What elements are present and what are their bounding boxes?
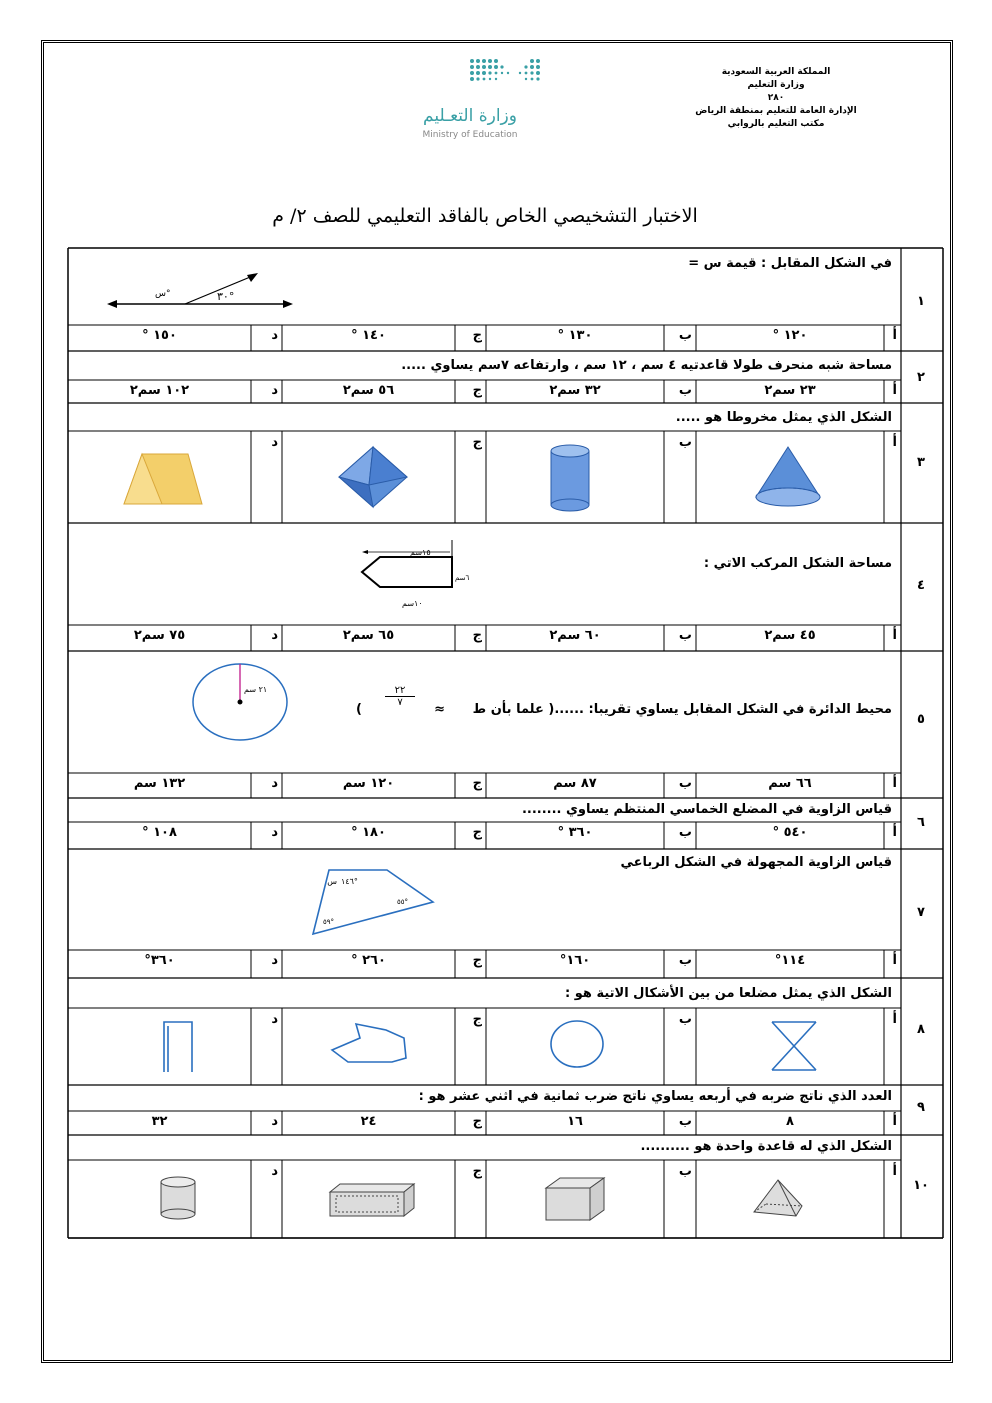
q1-option-4[interactable]: ١٥٠ °	[142, 328, 177, 343]
option-letter-1: أ	[892, 1164, 897, 1179]
q5-option-3[interactable]: ١٢٠ سم	[342, 776, 395, 791]
q1-option-3[interactable]: ١٤٠ °	[351, 328, 386, 343]
question-2-number: ٢	[917, 370, 925, 385]
cylinder-option[interactable]	[545, 443, 595, 513]
q2-option-2[interactable]: ٣٢ سم٢	[549, 383, 601, 398]
q5-option-4[interactable]: ١٣٢ سم	[133, 776, 186, 791]
option-letter-4: د	[271, 1012, 278, 1027]
question-9-number: ٩	[917, 1100, 925, 1115]
question-4-text: مساحة الشكل المركب الاتي :	[703, 556, 892, 571]
question-3-number: ٣	[917, 455, 925, 470]
option-letter-4: د	[271, 383, 278, 398]
option-letter-2: ب	[678, 825, 692, 840]
angle-59: ٥٩°	[323, 918, 335, 926]
question-10-number: ١٠	[913, 1178, 929, 1193]
option-letter-2: ب	[678, 1164, 692, 1179]
option-letter-2: ب	[678, 383, 692, 398]
option-letter-2: ب	[678, 435, 692, 450]
circle-option[interactable]	[548, 1018, 606, 1070]
q4-option-3[interactable]: ٦٥ سم٢	[342, 628, 395, 643]
option-letter-4: د	[271, 328, 278, 343]
option-letter-1: أ	[892, 1114, 897, 1129]
angle-x: س	[327, 877, 337, 886]
option-letter-4: د	[271, 435, 278, 450]
option-letter-1: أ	[892, 953, 897, 968]
option-letter-3: ج	[472, 776, 482, 791]
question-3-text: الشكل الذي يمثل مخروطا هو .....	[675, 410, 892, 425]
angle-55: ٥٥°	[397, 898, 409, 906]
q7-option-1[interactable]: ١١٤°	[774, 953, 806, 968]
option-letter-4: د	[271, 628, 278, 643]
question-7-text: قياس الزاوية المجهولة في الشكل الرباعي	[620, 855, 892, 870]
question-1-text: في الشكل المقابل : قيمة س =	[688, 256, 892, 271]
option-letter-1: أ	[892, 1012, 897, 1027]
option-letter-2: ب	[678, 1012, 692, 1027]
q2-option-4[interactable]: ١٠٢ سم٢	[129, 383, 190, 398]
header-line: ٢٨٠	[767, 93, 785, 103]
q5-option-1[interactable]: ٦٦ سم	[768, 776, 812, 791]
question-2-text: مساحة شبه منحرف طولا قاعدتيه ٤ سم ، ١٢ سم ، وارتفاعه ٧سم يساوي .....	[401, 358, 892, 373]
option-letter-4: د	[271, 953, 278, 968]
option-letter-4: د	[271, 1164, 278, 1179]
option-letter-3: ج	[472, 1114, 482, 1129]
approx-symbol: ≈	[434, 702, 445, 717]
q7-option-4[interactable]: ٣٦٠°	[144, 953, 175, 968]
circle-figure	[190, 660, 292, 744]
radius-label: ٢١ سم	[244, 685, 268, 694]
q6-option-2[interactable]: ٣٦٠ °	[557, 825, 593, 840]
header-line: وزارة التعليم	[747, 80, 805, 90]
fraction-numerator: ٢٢	[385, 685, 415, 697]
q6-option-3[interactable]: ١٨٠ °	[351, 825, 386, 840]
q9-option-2[interactable]: ١٦	[567, 1114, 583, 1129]
option-letter-1: أ	[892, 328, 897, 343]
option-letter-4: د	[271, 1114, 278, 1129]
pi-fraction	[385, 685, 415, 708]
option-letter-3: ج	[472, 953, 482, 968]
angle-label-x: س°	[155, 289, 171, 299]
q9-option-1[interactable]: ٨	[786, 1114, 794, 1129]
option-letter-3: ج	[472, 628, 482, 643]
rectangular-prism-option[interactable]	[326, 1180, 418, 1220]
pyramid-option[interactable]	[750, 1178, 806, 1220]
option-letter-4: د	[271, 825, 278, 840]
quadrilateral-figure	[305, 860, 440, 940]
q7-option-3[interactable]: ٢٦٠ °	[351, 953, 386, 968]
octahedron-option[interactable]	[333, 443, 413, 513]
option-letter-3: ج	[472, 825, 482, 840]
option-letter-1: أ	[892, 776, 897, 791]
option-letter-3: ج	[472, 1012, 482, 1027]
triangular-prism-option[interactable]	[118, 448, 206, 510]
question-4-number: ٤	[917, 578, 925, 593]
fraction-denominator: ٧	[397, 697, 403, 708]
composite-shape-figure	[350, 538, 490, 613]
cone-option[interactable]	[750, 443, 826, 513]
arrow-polygon-option[interactable]	[328, 1020, 410, 1066]
option-letter-4: د	[271, 776, 278, 791]
option-letter-1: أ	[892, 435, 897, 450]
open-rectangle-option[interactable]	[158, 1018, 198, 1074]
q1-option-1[interactable]: ١٢٠ °	[772, 328, 808, 343]
question-7-number: ٧	[917, 905, 925, 920]
q9-option-4[interactable]: ٣٢	[151, 1114, 168, 1129]
hourglass-option[interactable]	[766, 1018, 822, 1074]
q6-option-1[interactable]: ٥٤٠ °	[772, 825, 808, 840]
header-line: مكتب التعليم بالروابي	[727, 119, 825, 129]
question-8-text: الشكل الذي يمثل مضلعا من بين الأشكال الاتية هو :	[565, 986, 892, 1001]
option-letter-2: ب	[678, 776, 692, 791]
q4-option-4[interactable]: ٧٥ سم٢	[133, 628, 186, 643]
q5-option-2[interactable]: ٨٧ سم	[553, 776, 597, 791]
question-5-number: ٥	[917, 712, 925, 727]
question-8-number: ٨	[917, 1022, 925, 1037]
question-6-text: قياس الزاوية في المضلع الخماسي المنتظم يساوي ........	[521, 802, 892, 817]
label-top: ١٥سم	[410, 548, 431, 557]
q9-option-3[interactable]: ٢٤	[360, 1114, 377, 1129]
q2-option-3[interactable]: ٥٦ سم٢	[342, 383, 395, 398]
page-title: الاختبار التشخيصي الخاص بالفاقد التعليمي للصف ٢/ م	[272, 205, 698, 227]
option-letter-1: أ	[892, 825, 897, 840]
q4-option-2[interactable]: ٦٠ سم٢	[549, 628, 601, 643]
option-letter-2: ب	[678, 628, 692, 643]
question-6-number: ٦	[917, 815, 925, 830]
label-bottom: ١٠سم	[402, 599, 423, 608]
option-letter-3: ج	[472, 383, 482, 398]
question-9-text: العدد الذي ناتج ضربه في أربعه يساوي ناتج ضرب ثمانية في اثني عشر هو :	[418, 1089, 892, 1104]
question-1-number: ١	[917, 294, 925, 309]
angle-figure	[105, 268, 295, 318]
option-letter-3: ج	[472, 328, 482, 343]
header-line: المملكة العربية السعودية	[721, 67, 831, 77]
option-letter-3: ج	[472, 1164, 482, 1179]
angle-label-30: ٣٠°	[217, 290, 235, 303]
question-5-text: محيط الدائرة في الشكل المقابل يساوي تقريبا: ......( علما بأن ط	[472, 702, 892, 717]
q1-option-2[interactable]: ١٣٠ °	[557, 328, 593, 343]
logo-arabic: وزارة التعـليم	[423, 106, 517, 126]
q4-option-1[interactable]: ٤٥ سم٢	[764, 628, 816, 643]
cube-option[interactable]	[542, 1174, 608, 1222]
option-letter-1: أ	[892, 628, 897, 643]
q2-option-1[interactable]: ٢٣ سم٢	[764, 383, 816, 398]
label-side: ٦سم	[455, 574, 470, 582]
q7-option-2[interactable]: ١٦٠°	[559, 953, 591, 968]
cylinder-option-10[interactable]	[157, 1174, 199, 1222]
option-letter-2: ب	[678, 953, 692, 968]
header-line: الإدارة العامة للتعليم بمنطقة الرياض	[695, 106, 857, 116]
q6-option-4[interactable]: ١٠٨ °	[142, 825, 177, 840]
option-letter-1: أ	[892, 383, 897, 398]
option-letter-3: ج	[472, 435, 482, 450]
question-10-text: الشكل الذي له قاعدة واحدة هو ..........	[640, 1139, 892, 1154]
option-letter-2: ب	[678, 1114, 692, 1129]
closing-paren: )	[356, 702, 362, 717]
logo-english: Ministry of Education	[422, 130, 518, 140]
option-letter-2: ب	[678, 328, 692, 343]
angle-146: ١٤٦°	[341, 877, 358, 886]
